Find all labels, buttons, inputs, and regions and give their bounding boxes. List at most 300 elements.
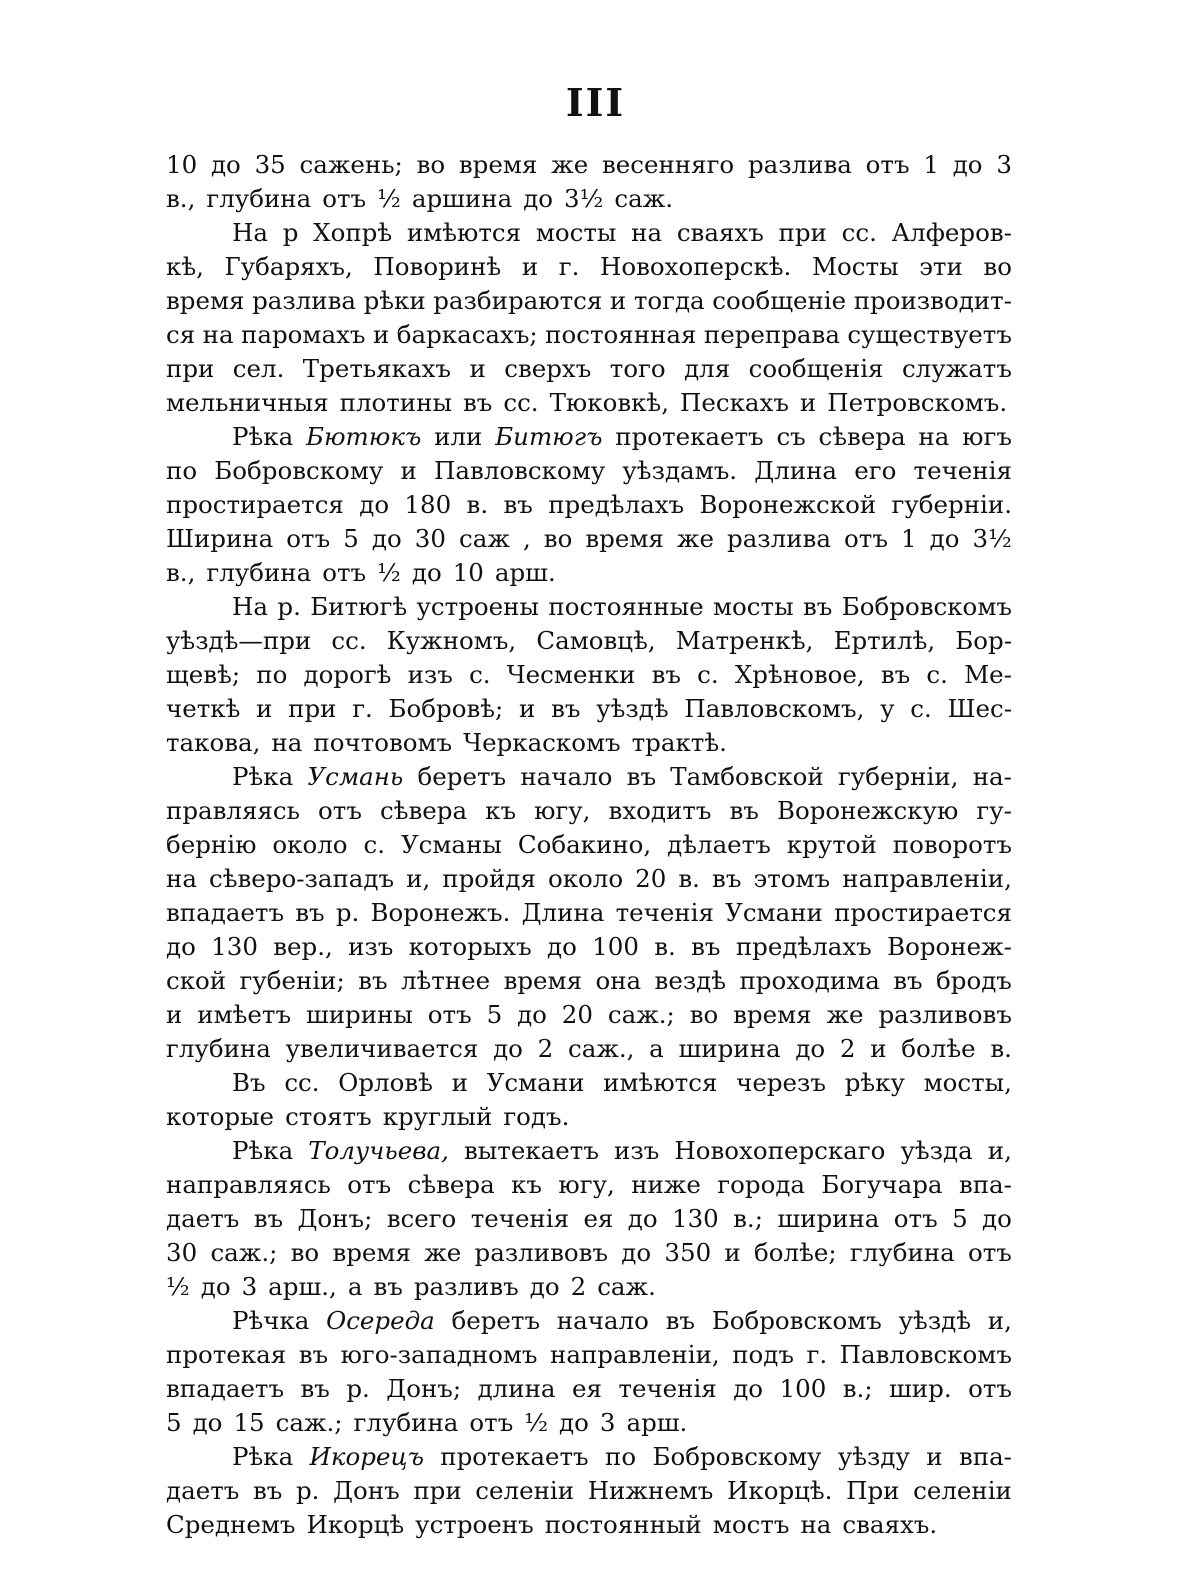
word: Пескахъ — [680, 388, 789, 417]
word: Усмани — [725, 898, 823, 927]
word: входитъ — [608, 796, 712, 825]
word: около — [547, 864, 624, 893]
word: 10 — [166, 150, 198, 179]
word: Тюковкѣ, — [549, 388, 669, 417]
word: въ — [300, 1374, 330, 1403]
word: шир. — [889, 1374, 952, 1403]
word: губеніи; — [239, 966, 345, 995]
word: Воронежскую — [776, 796, 959, 825]
word: саж.; — [607, 1000, 675, 1029]
word: до — [371, 524, 402, 553]
text-line — [166, 760, 1012, 794]
word: юго-западномъ — [340, 1340, 538, 1369]
word: р. — [277, 592, 301, 621]
word: въ — [252, 1476, 283, 1505]
word: Ме- — [964, 660, 1012, 689]
word: Павловскомъ, — [684, 694, 865, 723]
text-line — [166, 148, 1012, 182]
word: глубина — [206, 184, 312, 213]
word: при — [288, 694, 337, 723]
word: плотины — [339, 388, 452, 417]
word: глубина — [353, 1408, 459, 1437]
word: арш. — [494, 558, 556, 587]
text-line — [166, 1066, 1012, 1100]
word: с. — [469, 660, 491, 689]
word: вездѣ — [654, 966, 727, 995]
word: аршина — [411, 184, 513, 213]
word: саж.; — [275, 1408, 343, 1437]
word: и — [256, 694, 273, 723]
word: 2 — [537, 1034, 554, 1063]
text-line — [166, 1338, 1012, 1372]
text-line — [166, 828, 1012, 862]
word: кѣ, — [166, 252, 204, 281]
word: или — [434, 422, 483, 451]
word: рѣки — [363, 286, 426, 315]
word: увеличивается — [285, 1034, 479, 1063]
word: разлива — [252, 286, 357, 315]
word: р. — [295, 1476, 320, 1505]
word: ширина — [777, 1204, 880, 1233]
word: болѣе; — [754, 1238, 837, 1267]
word: устроены — [416, 592, 539, 621]
word: 2 — [839, 1034, 856, 1063]
word: того — [609, 354, 666, 383]
word: до — [929, 524, 960, 553]
word: с. — [697, 660, 719, 689]
word: въ — [729, 796, 759, 825]
word: четкѣ — [166, 694, 241, 723]
word: и — [799, 388, 817, 417]
text-line — [166, 998, 1012, 1032]
word: проходима — [739, 966, 880, 995]
word: время — [458, 150, 538, 179]
word: Нижнемъ — [587, 1476, 714, 1505]
word: до — [210, 150, 241, 179]
word: Мосты — [811, 252, 899, 281]
word: при — [413, 1476, 462, 1505]
word: этомъ — [753, 864, 831, 893]
word: въ — [691, 932, 721, 961]
text-line — [166, 488, 1012, 522]
word: 1 — [900, 524, 917, 553]
word: саж. — [597, 1272, 656, 1301]
word: отъ — [893, 1204, 938, 1233]
word: Воронежской — [699, 490, 877, 519]
word: сѣверо-западъ — [208, 864, 395, 893]
word: сообщенія — [748, 354, 884, 383]
word: впадаетъ — [166, 898, 285, 927]
word: губерніи, — [837, 762, 959, 791]
word: На — [232, 592, 268, 621]
word: мосты, — [923, 1068, 1012, 1097]
word: и, — [987, 1136, 1012, 1165]
word: къ — [485, 796, 517, 825]
word: отъ — [865, 150, 910, 179]
text-line — [166, 1032, 1012, 1066]
word: селеніи — [913, 1476, 1012, 1505]
word: Среднемъ — [166, 1510, 296, 1539]
word: изъ — [407, 660, 453, 689]
word: Черкаскомъ — [463, 728, 621, 757]
word: Бор- — [955, 626, 1012, 655]
word: сс. — [284, 1068, 320, 1097]
word: уѣздамъ. — [622, 456, 738, 485]
word: въ — [298, 1340, 329, 1369]
word: Усманы — [400, 830, 502, 859]
word: же — [826, 1000, 864, 1029]
word: ея — [583, 1204, 614, 1233]
word: по — [166, 456, 198, 485]
word: въ — [503, 490, 533, 519]
word: сѣвера — [818, 422, 906, 451]
word: сообщеніе — [712, 286, 847, 315]
word: города — [717, 1170, 806, 1199]
word: Икорцѣ. — [727, 1476, 833, 1505]
word: въ — [551, 694, 581, 723]
word: до — [166, 932, 196, 961]
word: Воронежъ. — [370, 898, 511, 927]
word: Донъ; — [386, 1374, 462, 1403]
text-line — [166, 1304, 1012, 1338]
text-line — [166, 1508, 1012, 1542]
word: во — [543, 524, 573, 553]
word: на — [166, 864, 197, 893]
word: ниже — [631, 1170, 701, 1199]
word: трактѣ. — [631, 728, 727, 757]
word: вер., — [273, 932, 333, 961]
word: даетъ — [166, 1204, 240, 1233]
word: 3 — [241, 1272, 258, 1301]
word: Усмани — [486, 1068, 585, 1097]
word: до — [359, 490, 390, 519]
word: же — [551, 150, 589, 179]
word: дѣлаетъ — [667, 830, 771, 859]
word: в. — [466, 490, 489, 519]
word: сваяхъ — [676, 218, 764, 247]
word: ¹⁄₂ — [377, 558, 401, 587]
word: арш. — [626, 1408, 688, 1437]
word: постоянный — [544, 1510, 702, 1539]
word: и — [519, 694, 536, 723]
word: Бобровскому — [652, 1442, 822, 1471]
text-line — [166, 930, 1012, 964]
word: беретъ — [417, 762, 507, 791]
text-line — [166, 454, 1012, 488]
word: Бобровскому — [214, 456, 384, 485]
text-line — [166, 284, 1012, 318]
text-line — [166, 216, 1012, 250]
word: Рѣка — [232, 422, 294, 451]
word: с. — [926, 660, 948, 689]
word: рѣку — [844, 1068, 905, 1097]
word: ширины — [305, 1000, 413, 1029]
page-number: III — [565, 80, 626, 125]
word: въ — [712, 864, 742, 893]
italic-word: Осереда — [326, 1306, 435, 1335]
word: до — [627, 1204, 658, 1233]
word: имѣются — [406, 218, 522, 247]
word: у — [880, 694, 895, 723]
word: ской — [166, 966, 227, 995]
word: переправа — [703, 320, 840, 349]
word: до — [559, 1408, 589, 1437]
word: паромахъ — [241, 320, 366, 349]
word: г. — [806, 1340, 828, 1369]
word: въ — [880, 660, 911, 689]
word: саж. — [614, 184, 674, 213]
text-line — [166, 1100, 1012, 1134]
word: предѣлахъ — [735, 932, 872, 961]
word: губерніи. — [891, 490, 1012, 519]
word: въ — [665, 1306, 695, 1335]
italic-word: Толучьева, — [308, 1136, 449, 1165]
text-line — [166, 794, 1012, 828]
word: 180 — [404, 490, 452, 519]
word: весенняго — [601, 150, 735, 179]
word: служатъ — [901, 354, 1012, 383]
word: ¹⁄₂ — [524, 1408, 549, 1437]
word: 30 — [166, 1238, 198, 1267]
word: впадаетъ — [166, 1374, 285, 1403]
text-line — [166, 624, 1012, 658]
word: 100 — [592, 932, 639, 961]
word: до — [523, 184, 554, 213]
word: югъ — [962, 422, 1012, 451]
word: въ — [295, 898, 325, 927]
word: разбираются — [433, 286, 603, 315]
word: в.; — [842, 1374, 873, 1403]
word: простирается — [166, 490, 344, 519]
word: сверхъ — [504, 354, 592, 383]
text-line — [166, 658, 1012, 692]
word: 3 — [599, 1408, 616, 1437]
word: Бобровскомъ — [841, 592, 1012, 621]
word: лѣтнее — [400, 966, 491, 995]
word: и — [469, 354, 486, 383]
word: и — [166, 1000, 183, 1029]
word: Хрѣновое, — [734, 660, 865, 689]
word: мостъ — [712, 1510, 790, 1539]
word: 5 — [952, 1204, 968, 1233]
word: Въ — [232, 1068, 266, 1097]
word: глубина — [849, 1238, 955, 1267]
word: въ — [462, 388, 493, 417]
word: отъ — [968, 1374, 1012, 1403]
word: болѣе — [901, 1034, 976, 1063]
word: разлива — [727, 524, 831, 553]
word: годъ. — [503, 1102, 570, 1131]
word: Павловскому — [434, 456, 606, 485]
word: 15 — [233, 1408, 265, 1437]
word: крутой — [786, 830, 877, 859]
word: бродъ — [936, 966, 1012, 995]
word: такова, — [166, 728, 261, 757]
word: пройдя — [442, 864, 536, 893]
word: до — [546, 932, 577, 961]
word: она — [595, 966, 642, 995]
word: 3¹⁄₂ — [972, 524, 1012, 553]
italic-word: Бютюкъ — [305, 422, 422, 451]
word: 20 — [635, 864, 667, 893]
word: при — [166, 354, 215, 383]
word: и — [400, 456, 417, 485]
word: разливовъ — [474, 1238, 609, 1267]
word: Хопрѣ — [313, 218, 393, 247]
word: постоянная — [545, 320, 697, 349]
word: саж., — [567, 1034, 635, 1063]
word: 130 — [211, 932, 258, 961]
word: въ — [803, 592, 833, 621]
word: и, — [406, 864, 431, 893]
word: в. — [678, 864, 700, 893]
word: отъ — [427, 1000, 472, 1029]
word: в. — [990, 1034, 1012, 1063]
word: около — [272, 830, 348, 859]
word: теченія — [615, 898, 714, 927]
word: а — [649, 1034, 664, 1063]
word: до — [795, 1034, 826, 1063]
word: и, — [987, 1306, 1012, 1335]
word: На — [232, 218, 268, 247]
word: теченія — [913, 456, 1012, 485]
word: Икорцѣ — [306, 1510, 405, 1539]
word: и — [521, 252, 539, 281]
word: 5 — [486, 1000, 503, 1029]
word: Донъ; — [297, 1204, 373, 1233]
word: съ — [776, 422, 806, 451]
word: почтовомъ — [313, 728, 453, 757]
word: 3 — [996, 150, 1012, 179]
word: направляясь — [166, 1170, 331, 1199]
word: правляясь — [166, 796, 300, 825]
word: до — [192, 1408, 223, 1437]
word: до — [982, 1204, 1012, 1233]
word: уѣздѣ — [898, 1306, 972, 1335]
text-line — [166, 182, 1012, 216]
word: разливовъ — [878, 1000, 1012, 1029]
text-line — [166, 726, 1012, 760]
word: простирается — [834, 898, 1012, 927]
word: 5 — [343, 524, 359, 553]
word: длина — [477, 1374, 556, 1403]
word: сс. — [503, 388, 539, 417]
word: Длина — [754, 456, 838, 485]
word: отъ — [318, 796, 362, 825]
word: отъ — [347, 1170, 392, 1199]
word: Павловскомъ — [839, 1340, 1012, 1369]
word: до — [411, 558, 442, 587]
word: глубина — [166, 1034, 271, 1063]
word: 20 — [561, 1000, 593, 1029]
word: глубина — [206, 558, 312, 587]
word: протекая — [166, 1340, 287, 1369]
word: во — [983, 252, 1012, 281]
word: селеніи — [475, 1476, 575, 1505]
word: саж.; — [210, 1238, 278, 1267]
word: Орловѣ — [338, 1068, 433, 1097]
word: черезъ — [736, 1068, 826, 1097]
word: всего — [386, 1204, 457, 1233]
word: в., — [166, 184, 196, 213]
word: производит- — [853, 286, 1012, 315]
word: разлива — [747, 150, 852, 179]
word: 10 — [452, 558, 484, 587]
text-line — [166, 318, 1012, 352]
word: устроенъ — [415, 1510, 534, 1539]
word: в. — [654, 932, 676, 961]
word: р. — [335, 898, 360, 927]
word: щевѣ; — [166, 660, 241, 689]
word: 30 — [414, 524, 446, 553]
word: г. — [558, 252, 580, 281]
text-line — [166, 1406, 1012, 1440]
italic-word: Битюгъ — [495, 422, 603, 451]
word: Бобровскомъ — [711, 1306, 882, 1335]
word: въ — [626, 762, 657, 791]
word: беретъ — [451, 1306, 541, 1335]
word: Рѣка — [232, 1136, 294, 1165]
word: теченія — [470, 1204, 570, 1233]
word: Губаряхъ, — [224, 252, 353, 281]
word: до — [733, 1374, 764, 1403]
word: во — [416, 150, 446, 179]
word: 3¹⁄₂ — [564, 184, 604, 213]
word: Новохоперскѣ. — [600, 252, 792, 281]
word: направленіи, — [842, 864, 1012, 893]
word: на — [631, 218, 663, 247]
word: отъ — [844, 524, 888, 553]
word: на — [271, 728, 303, 757]
word: направленіи, — [550, 1340, 720, 1369]
word: время — [332, 1238, 411, 1267]
text-line — [166, 1168, 1012, 1202]
word: баркасахъ; — [396, 320, 538, 349]
word: отъ — [469, 1408, 514, 1437]
word: ¹⁄₂ — [166, 1272, 190, 1301]
word: Бобровѣ; — [388, 694, 504, 723]
word: подъ — [732, 1340, 794, 1369]
word: имѣются — [603, 1068, 718, 1097]
word: уѣздѣ — [596, 694, 669, 723]
text-line — [166, 1440, 1012, 1474]
text-line — [166, 386, 1012, 420]
italic-word: Усмань — [307, 762, 404, 791]
word: впа- — [958, 1442, 1012, 1471]
word: с. — [910, 694, 932, 723]
word: 350 — [664, 1238, 712, 1267]
word: время — [166, 286, 245, 315]
word: постоянные — [548, 592, 704, 621]
word: сѣвера — [379, 796, 468, 825]
word: дорогѣ — [303, 660, 392, 689]
word: же — [424, 1238, 462, 1267]
word: которые — [166, 1102, 275, 1131]
word: и — [451, 1068, 468, 1097]
text-line — [166, 522, 1012, 556]
word: и — [609, 286, 627, 315]
word: изъ — [614, 1136, 660, 1165]
word: на- — [972, 762, 1012, 791]
word: Рѣчка — [232, 1306, 310, 1335]
word: мельничныя — [166, 388, 329, 417]
word: г. — [352, 694, 373, 723]
word: Поворинѣ — [373, 252, 502, 281]
word: саж — [459, 524, 510, 553]
word: р. — [346, 1374, 370, 1403]
word: сваяхъ. — [842, 1510, 938, 1539]
word: которыхъ — [408, 932, 532, 961]
